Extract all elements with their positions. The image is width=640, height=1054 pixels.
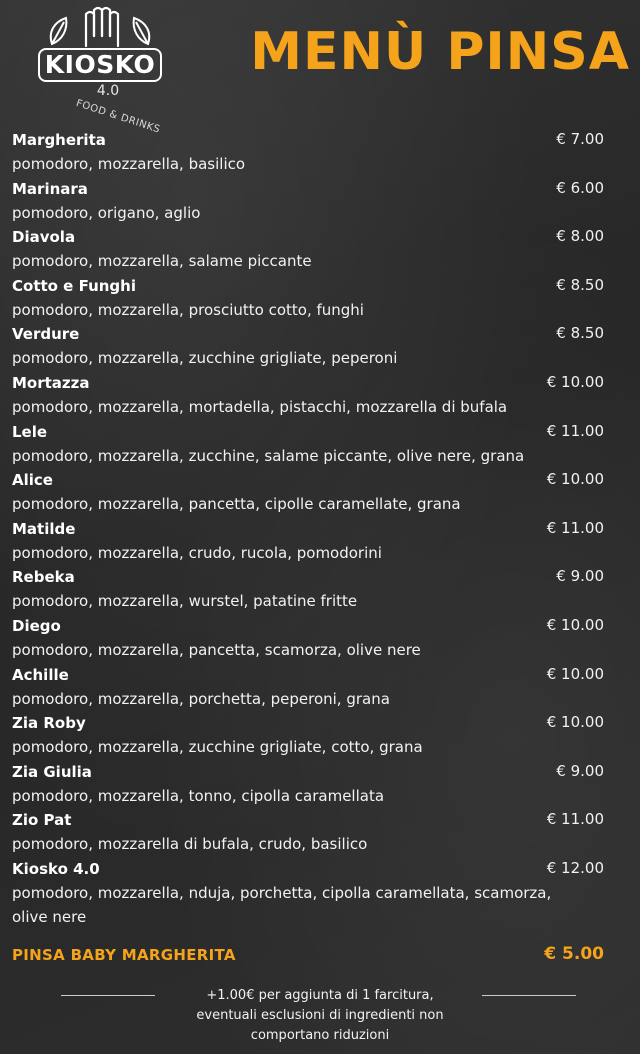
menu-item-description: pomodoro, mozzarella, prosciutto cotto, funghi bbox=[12, 300, 364, 319]
menu-item-description: pomodoro, mozzarella, salame piccante bbox=[12, 252, 312, 271]
menu-item-name: Cotto e Funghi bbox=[12, 276, 136, 295]
menu-item-price: € 8.50 bbox=[556, 324, 604, 343]
menu-item-description: pomodoro, mozzarella, tonno, cipolla caramellata bbox=[12, 786, 385, 805]
menu-item bbox=[12, 420, 612, 469]
menu-item-description: pomodoro, mozzarella, pancetta, cipolle caramellate, grana bbox=[12, 495, 461, 514]
menu-item-description: pomodoro, mozzarella di bufala, crudo, basilico bbox=[12, 835, 368, 854]
menu-item-price: € 6.00 bbox=[556, 178, 604, 197]
menu-item bbox=[12, 128, 612, 177]
menu-list bbox=[12, 128, 612, 929]
baby-item-price: € 5.00 bbox=[544, 944, 604, 964]
menu-item-description: pomodoro, mozzarella, basilico bbox=[12, 155, 246, 173]
menu-item-name: Kiosko 4.0 bbox=[12, 859, 100, 878]
menu-item bbox=[12, 663, 612, 712]
menu-item bbox=[12, 274, 612, 323]
menu-item-description: pomodoro, origano, aglio bbox=[12, 203, 201, 222]
leaf-icon bbox=[134, 18, 150, 44]
menu-item-price: € 12.00 bbox=[546, 858, 604, 877]
menu-item-name: Diego bbox=[12, 616, 61, 635]
menu-item-name: Zia Roby bbox=[12, 714, 86, 733]
menu-item bbox=[12, 614, 612, 663]
menu-item-name: Marinara bbox=[12, 179, 88, 198]
menu-item bbox=[12, 565, 612, 614]
logo bbox=[30, 6, 180, 136]
menu-item-description: pomodoro, mozzarella, crudo, rucola, pomodorini bbox=[12, 543, 382, 562]
menu-item-description: pomodoro, mozzarella, wurstel, patatine fritte bbox=[12, 592, 358, 611]
logo-version: 4.0 bbox=[96, 83, 120, 99]
footer-note-line: comportano riduzioni bbox=[250, 1028, 390, 1043]
baby-item-name: PINSA BABY MARGHERITA bbox=[12, 946, 236, 964]
footer-divider-right bbox=[482, 995, 576, 996]
menu-item-name: Zio Pat bbox=[12, 811, 72, 830]
footer-note bbox=[170, 986, 470, 1046]
menu-item bbox=[12, 711, 612, 760]
menu-item-description: pomodoro, mozzarella, pancetta, scamorza, olive nere bbox=[12, 640, 421, 659]
menu-item bbox=[12, 468, 612, 517]
menu-item-price: € 9.00 bbox=[556, 567, 604, 586]
menu-item-name: Matilde bbox=[12, 519, 76, 538]
menu-item-price: € 10.00 bbox=[546, 372, 604, 391]
menu-item bbox=[12, 857, 612, 929]
menu-item-description: pomodoro, mozzarella, mortadella, pistacchi, mozzarella di bufala bbox=[12, 397, 508, 416]
menu-item bbox=[12, 322, 612, 371]
menu-item-description: pomodoro, mozzarella, porchetta, peperoni, grana bbox=[12, 689, 390, 708]
footer-divider-left bbox=[61, 995, 155, 996]
menu-item-description: pomodoro, mozzarella, zucchine, salame piccante, olive nere, grana bbox=[12, 446, 525, 465]
menu-item bbox=[12, 225, 612, 274]
menu-item-price: € 9.00 bbox=[556, 761, 604, 780]
menu-item-price: € 8.00 bbox=[556, 227, 604, 246]
menu-item-name: Mortazza bbox=[12, 373, 90, 392]
menu-item-name: Rebeka bbox=[12, 568, 75, 587]
menu-item-price: € 11.00 bbox=[546, 810, 604, 829]
menu-item-price: € 11.00 bbox=[546, 421, 604, 440]
menu-item-name: Diavola bbox=[12, 228, 76, 247]
header bbox=[0, 0, 640, 136]
menu-item-price: € 7.00 bbox=[556, 130, 604, 148]
logo-tagline: FOOD & DRINKS bbox=[74, 98, 162, 136]
footer-note-line: eventuali esclusioni di ingredienti non bbox=[196, 1008, 444, 1023]
menu-item bbox=[12, 371, 612, 420]
menu-item bbox=[12, 517, 612, 566]
menu-item-price: € 10.00 bbox=[546, 713, 604, 732]
menu-item-name: Achille bbox=[12, 665, 69, 684]
menu-item bbox=[12, 177, 612, 226]
logo-name: KIOSKO bbox=[38, 48, 162, 82]
hand-icon bbox=[86, 8, 118, 46]
menu-item bbox=[12, 760, 612, 809]
footer-note-line: +1.00€ per aggiunta di 1 farcitura, bbox=[206, 988, 434, 1003]
footer bbox=[0, 984, 640, 1050]
menu-item-description: pomodoro, mozzarella, nduja, porchetta, cipolla caramellata, scamorza, olive nere bbox=[12, 883, 552, 926]
menu-item bbox=[12, 808, 612, 857]
menu-item-name: Margherita bbox=[12, 131, 106, 149]
menu-item-price: € 10.00 bbox=[546, 664, 604, 683]
menu-item-price: € 10.00 bbox=[546, 470, 604, 489]
menu-item-name: Alice bbox=[12, 471, 53, 490]
leaf-icon bbox=[51, 18, 67, 44]
menu-item-description: pomodoro, mozzarella, zucchine grigliate, cotto, grana bbox=[12, 738, 423, 757]
menu-item-price: € 10.00 bbox=[546, 615, 604, 634]
menu-item-description: pomodoro, mozzarella, zucchine grigliate, peperoni bbox=[12, 349, 398, 368]
baby-item bbox=[12, 944, 604, 970]
menu-item-price: € 11.00 bbox=[546, 518, 604, 537]
menu-item-price: € 8.50 bbox=[556, 275, 604, 294]
page-title: MENÙ PINSA bbox=[250, 22, 630, 82]
menu-item-name: Verdure bbox=[12, 325, 80, 344]
menu-item-name: Zia Giulia bbox=[12, 762, 92, 781]
menu-item-name: Lele bbox=[12, 422, 48, 441]
